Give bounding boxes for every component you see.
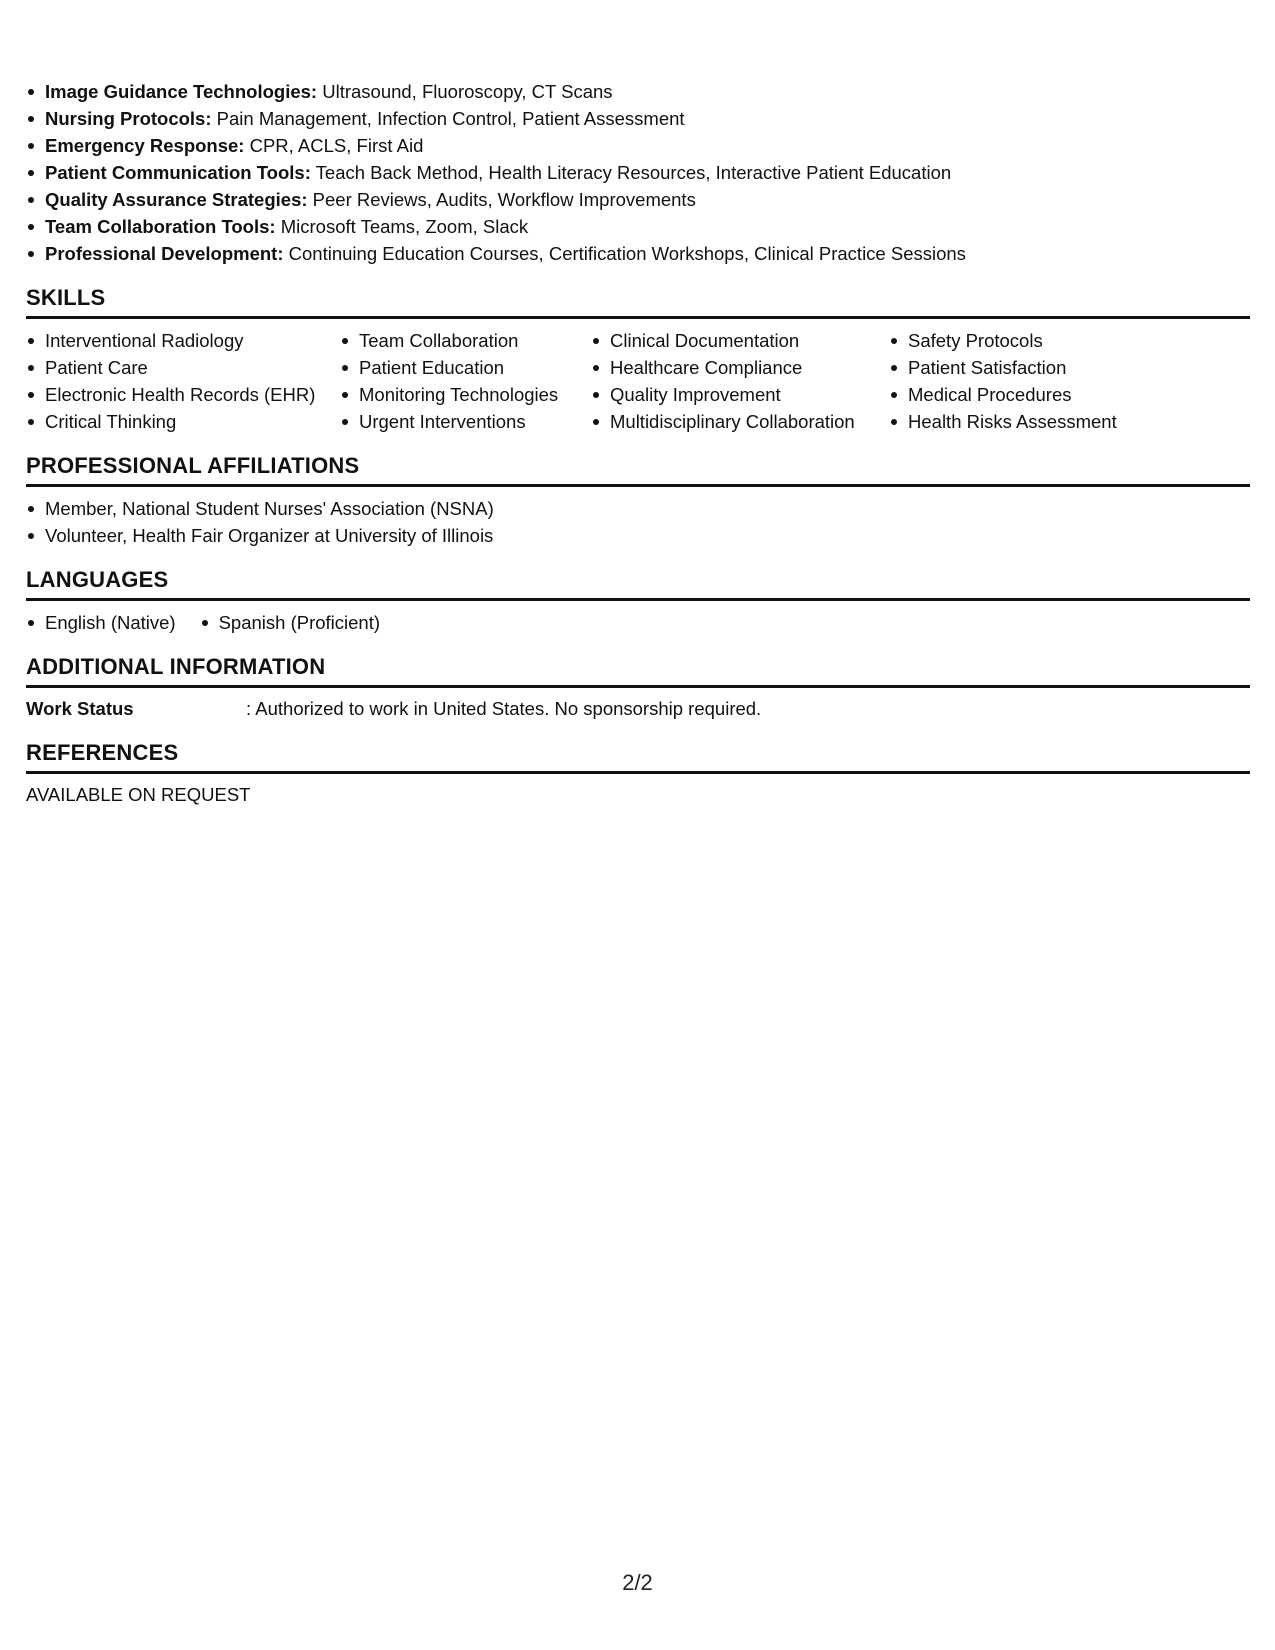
languages-section [26, 567, 1250, 636]
skills-column [889, 327, 1189, 435]
language-item: Spanish (Proficient) [200, 609, 380, 636]
tool-value: Ultrasound, Fluoroscopy, CT Scans [317, 81, 613, 102]
tool-value: Teach Back Method, Health Literacy Resources, Interactive Patient Education [310, 162, 952, 183]
skills-grid [26, 327, 1250, 435]
list-item: Member, National Student Nurses' Association (NSNA) [26, 495, 1250, 522]
list-item: Volunteer, Health Fair Organizer at University of Illinois [26, 522, 1250, 549]
skills-column [591, 327, 889, 435]
references-text: AVAILABLE ON REQUEST [26, 784, 251, 805]
skill-item: Critical Thinking [26, 408, 340, 435]
tool-value: Peer Reviews, Audits, Workflow Improvements [307, 189, 696, 210]
affiliations-section [26, 453, 1250, 549]
additional-info-heading: ADDITIONAL INFORMATION [26, 654, 1250, 688]
tool-value: Pain Management, Infection Control, Patient Assessment [211, 108, 685, 129]
list-item [26, 159, 1250, 186]
skill-item: Patient Satisfaction [889, 354, 1189, 381]
skill-item: Quality Improvement [591, 381, 889, 408]
page-number: 2/2 [622, 1570, 653, 1595]
work-status-row [26, 696, 1250, 722]
skill-item: Patient Education [340, 354, 591, 381]
skill-item: Electronic Health Records (EHR) [26, 381, 340, 408]
references-heading: REFERENCES [26, 740, 1250, 774]
additional-info-section [26, 654, 1250, 722]
skill-item: Urgent Interventions [340, 408, 591, 435]
skill-item: Healthcare Compliance [591, 354, 889, 381]
skill-item: Health Risks Assessment [889, 408, 1189, 435]
tool-label: Professional Development: [45, 243, 284, 264]
tool-label: Team Collaboration Tools: [45, 216, 276, 237]
languages-heading: LANGUAGES [26, 567, 1250, 601]
list-item [26, 213, 1250, 240]
tool-label: Quality Assurance Strategies: [45, 189, 308, 210]
skills-heading: SKILLS [26, 285, 1250, 319]
references-section [26, 740, 1250, 808]
skill-item: Monitoring Technologies [340, 381, 591, 408]
affiliations-list [26, 495, 1250, 549]
skill-item: Multidisciplinary Collaboration [591, 408, 889, 435]
affiliations-heading: PROFESSIONAL AFFILIATIONS [26, 453, 1250, 487]
skill-item: Medical Procedures [889, 381, 1189, 408]
tool-label: Nursing Protocols: [45, 108, 212, 129]
tool-label: Patient Communication Tools: [45, 162, 311, 183]
languages-list [26, 609, 1250, 636]
work-status-label: Work Status [26, 698, 134, 719]
skill-item: Patient Care [26, 354, 340, 381]
skill-item: Team Collaboration [340, 327, 591, 354]
tools-list [26, 78, 1250, 267]
list-item [26, 186, 1250, 213]
skill-item: Interventional Radiology [26, 327, 340, 354]
tool-label: Emergency Response: [45, 135, 245, 156]
tool-value: Microsoft Teams, Zoom, Slack [275, 216, 529, 237]
skills-column [26, 327, 340, 435]
tool-value: CPR, ACLS, First Aid [244, 135, 424, 156]
language-item: English (Native) [26, 609, 176, 636]
skills-column [340, 327, 591, 435]
list-item [26, 132, 1250, 159]
tool-label: Image Guidance Technologies: [45, 81, 318, 102]
list-item [26, 105, 1250, 132]
list-item [26, 78, 1250, 105]
work-status-value: : Authorized to work in United States. No sponsorship required. [246, 698, 762, 719]
skill-item: Safety Protocols [889, 327, 1189, 354]
skills-section [26, 285, 1250, 435]
resume-page [26, 78, 1250, 808]
list-item [26, 240, 1250, 267]
skill-item: Clinical Documentation [591, 327, 889, 354]
tool-value: Continuing Education Courses, Certification Workshops, Clinical Practice Sessions [283, 243, 966, 264]
